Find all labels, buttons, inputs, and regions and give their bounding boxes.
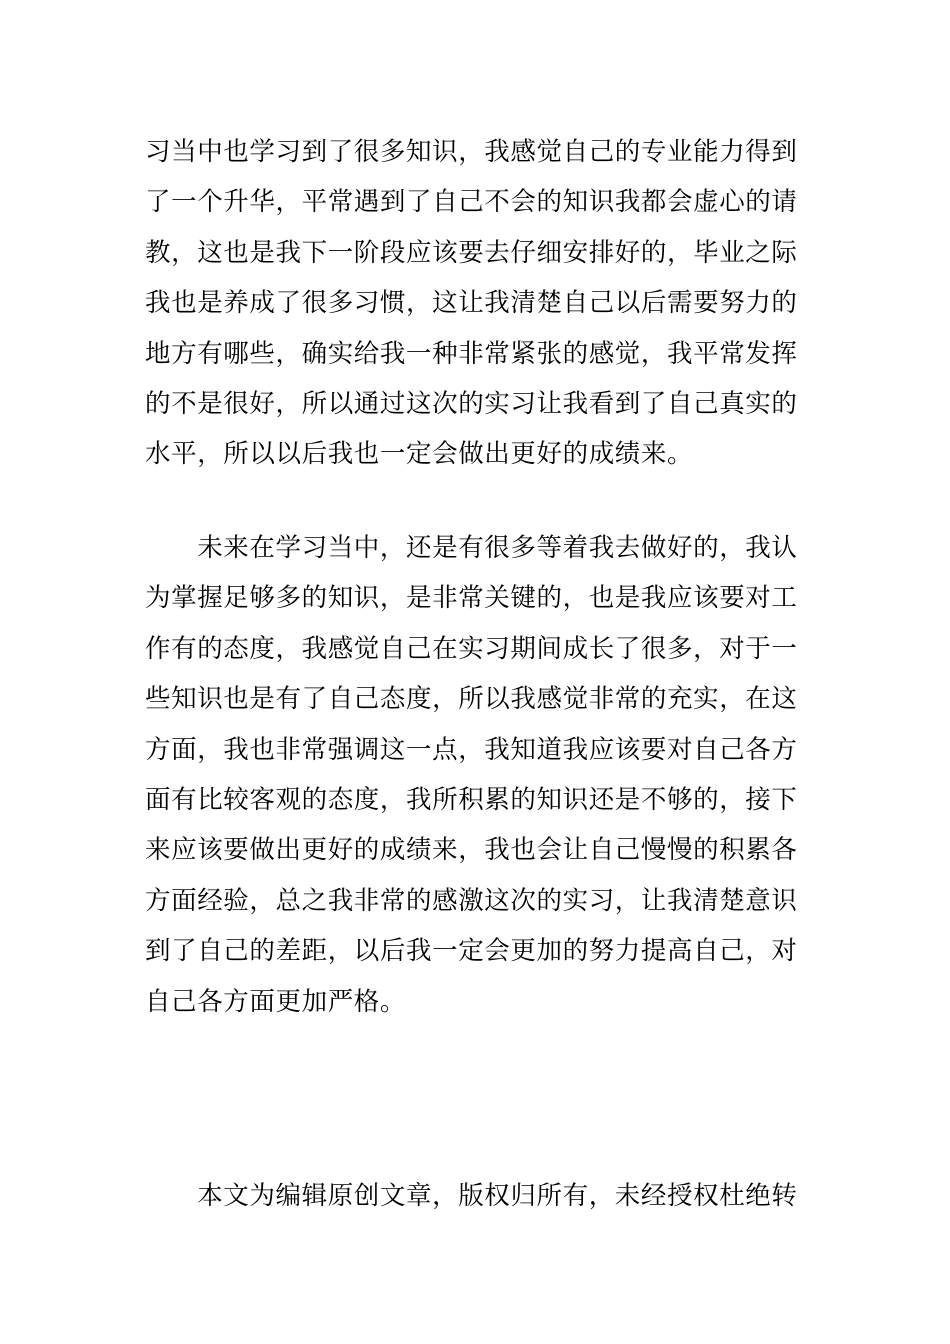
text-line: 习当中也学习到了很多知识，我感觉自己的专业能力得到 (145, 137, 798, 167)
text-line: 我也是养成了很多习惯，这让我清楚自己以后需要努力的 (145, 288, 798, 319)
text-line: 来应该要做出更好的成绩来，我也会让自己慢慢的积累各 (145, 835, 798, 866)
text-line: 的不是很好，所以通过这次的实习让我看到了自己真实的 (145, 389, 798, 420)
text-line: 自己各方面更加严格。 (145, 986, 407, 1017)
text-line: 作有的态度，我感觉自己在实习期间成长了很多，对于一 (145, 633, 798, 664)
text-line: 水平，所以以后我也一定会做出更好的成绩来。 (145, 439, 694, 470)
text-line: 本文为编辑原创文章，版权归所有，未经授权杜绝转 (145, 1181, 798, 1211)
text-line: 地方有哪些，确实给我一种非常紧张的感觉，我平常发挥 (145, 338, 798, 369)
text-line: 未来在学习当中，还是有很多等着我去做好的，我认 (145, 533, 798, 563)
text-line: 些知识也是有了自己态度，所以我感觉非常的充实，在这 (145, 684, 798, 715)
text-line: 方面，我也非常强调这一点，我知道我应该要对自己各方 (145, 734, 798, 765)
text-line: 教，这也是我下一阶段应该要去仔细安排好的，毕业之际 (145, 237, 798, 268)
text-line: 方面经验，总之我非常的感激这次的实习，让我清楚意识 (145, 885, 798, 916)
text-line: 为掌握足够多的知识，是非常关键的，也是我应该要对工 (145, 583, 798, 614)
text-line: 到了自己的差距，以后我一定会更加的努力提高自己，对 (145, 936, 798, 967)
text-line: 面有比较客观的态度，我所积累的知识还是不够的，接下 (145, 785, 798, 816)
text-line: 了一个升华，平常遇到了自己不会的知识我都会虚心的请 (145, 187, 798, 218)
copyright-notice (145, 1171, 810, 1221)
paragraph-internship-reflection (145, 127, 810, 480)
paragraph-future-study (145, 523, 810, 1027)
